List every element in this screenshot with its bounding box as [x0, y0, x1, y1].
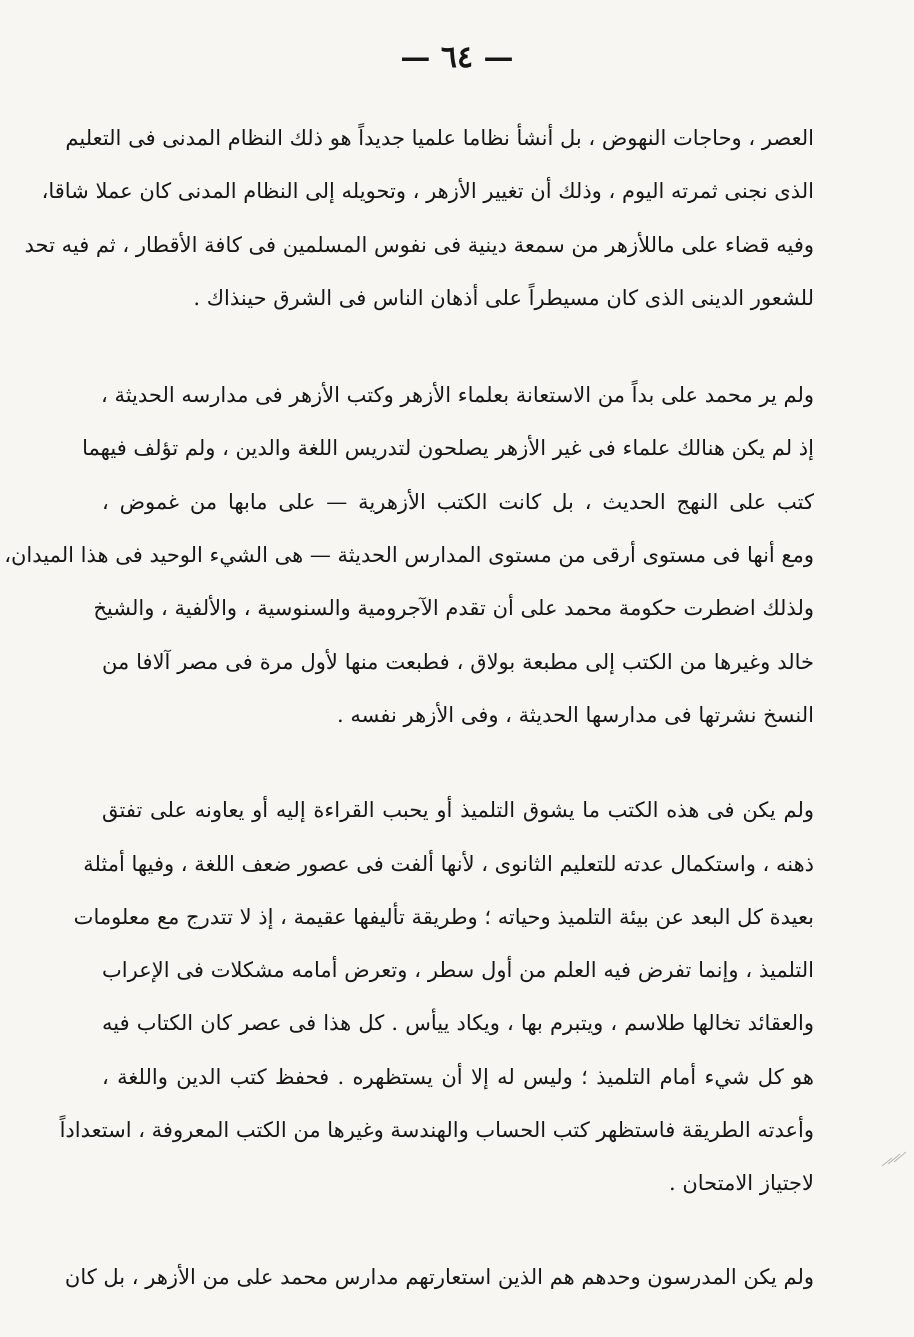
text-line: الذى نجنى ثمرته اليوم ، وذلك أن تغيير الأزهر ، وتحويله إلى النظام المدنى كان عملا شاقا، — [41, 179, 814, 204]
text-line: هو كل شيء أمام التلميذ ؛ وليس له إلا أن يستظهره . فحفظ كتب الدين واللغة ، — [102, 1064, 814, 1089]
scan-mark — [880, 1150, 910, 1168]
text-line: النسخ نشرتها فى مدارسها الحديثة ، وفى الأزهر نفسه . — [337, 702, 814, 727]
text-line: ولم يكن فى هذه الكتب ما يشوق التلميذ أو يحبب القراءة إليه أو يعاونه على تفتق — [102, 798, 814, 823]
text-line: كتب على النهج الحديث ، بل كانت الكتب الأزهرية — على مابها من غموض ، — [102, 489, 814, 514]
text-line: ولم يكن المدرسون وحدهم هم الذين استعارتهم مدارس محمد على من الأزهر ، بل كان — [64, 1264, 814, 1289]
text-line: لاجتياز الامتحان . — [669, 1171, 814, 1196]
page-number: — ٦٤ — — [400, 40, 514, 75]
paragraph-2 — [4, 369, 814, 742]
text-line: ذهنه ، واستكمال عدته للتعليم الثانوى ، لأنها ألفت فى عصور ضعف اللغة ، وفيها أمثلة — [83, 851, 814, 876]
text-line: وأعدته الطريقة فاستظهر كتب الحساب والهندسة وغيرها من الكتب المعروفة ، استعداداً — [59, 1118, 814, 1143]
paragraph-4 — [64, 1251, 814, 1304]
paragraph-3 — [59, 784, 814, 1210]
text-line: العصر ، وحاجات النهوض ، بل أنشأ نظاما علميا جديداً هو ذلك النظام المدنى فى التعليم — [65, 126, 814, 150]
text-line: التلميذ ، وإنما تفرض فيه العلم من أول سطر ، وتعرض أمامه مشكلات فى الإعراب — [102, 958, 814, 983]
text-line: خالد وغيرها من الكتب إلى مطبعة بولاق ، فطبعت منها لأول مرة فى مصر آلافا من — [102, 649, 814, 674]
text-line: للشعور الدينى الذى كان مسيطراً على أذهان الناس فى الشرق حينذاك . — [193, 285, 814, 310]
paragraph-1 — [24, 112, 814, 325]
text-line: ولذلك اضطرت حكومة محمد على أن تقدم الآجرومية والسنوسية ، والألفية ، والشيخ — [93, 596, 814, 621]
text-line: والعقائد تخالها طلاسم ، ويتبرم بها ، ويكاد ييأس . كل هذا فى عصر كان الكتاب فيه — [102, 1011, 814, 1036]
text-line: ولم ير محمد على بداً من الاستعانة بعلماء الأزهر وكتب الأزهر فى مدارسه الحديثة ، — [100, 383, 814, 408]
text-line: إذ لم يكن هنالك علماء فى غير الأزهر يصلحون لتدريس اللغة والدين ، ولم تؤلف فيهما — [82, 436, 814, 461]
text-line: وفيه قضاء على ماللأزهر من سمعة دينية فى نفوس المسلمين فى كافة الأقطار ، ثم فيه تحد — [24, 232, 814, 257]
text-line: ومع أنها فى مستوى أرقى من مستوى المدارس الحديثة — هى الشيء الوحيد فى هذا الميدان، — [4, 543, 814, 568]
text-line: بعيدة كل البعد عن بيئة التلميذ وحياته ؛ وطريقة تأليفها عقيمة ، إذ لا تتدرج مع معلومات — [73, 904, 814, 929]
body-text — [4, 112, 814, 1304]
